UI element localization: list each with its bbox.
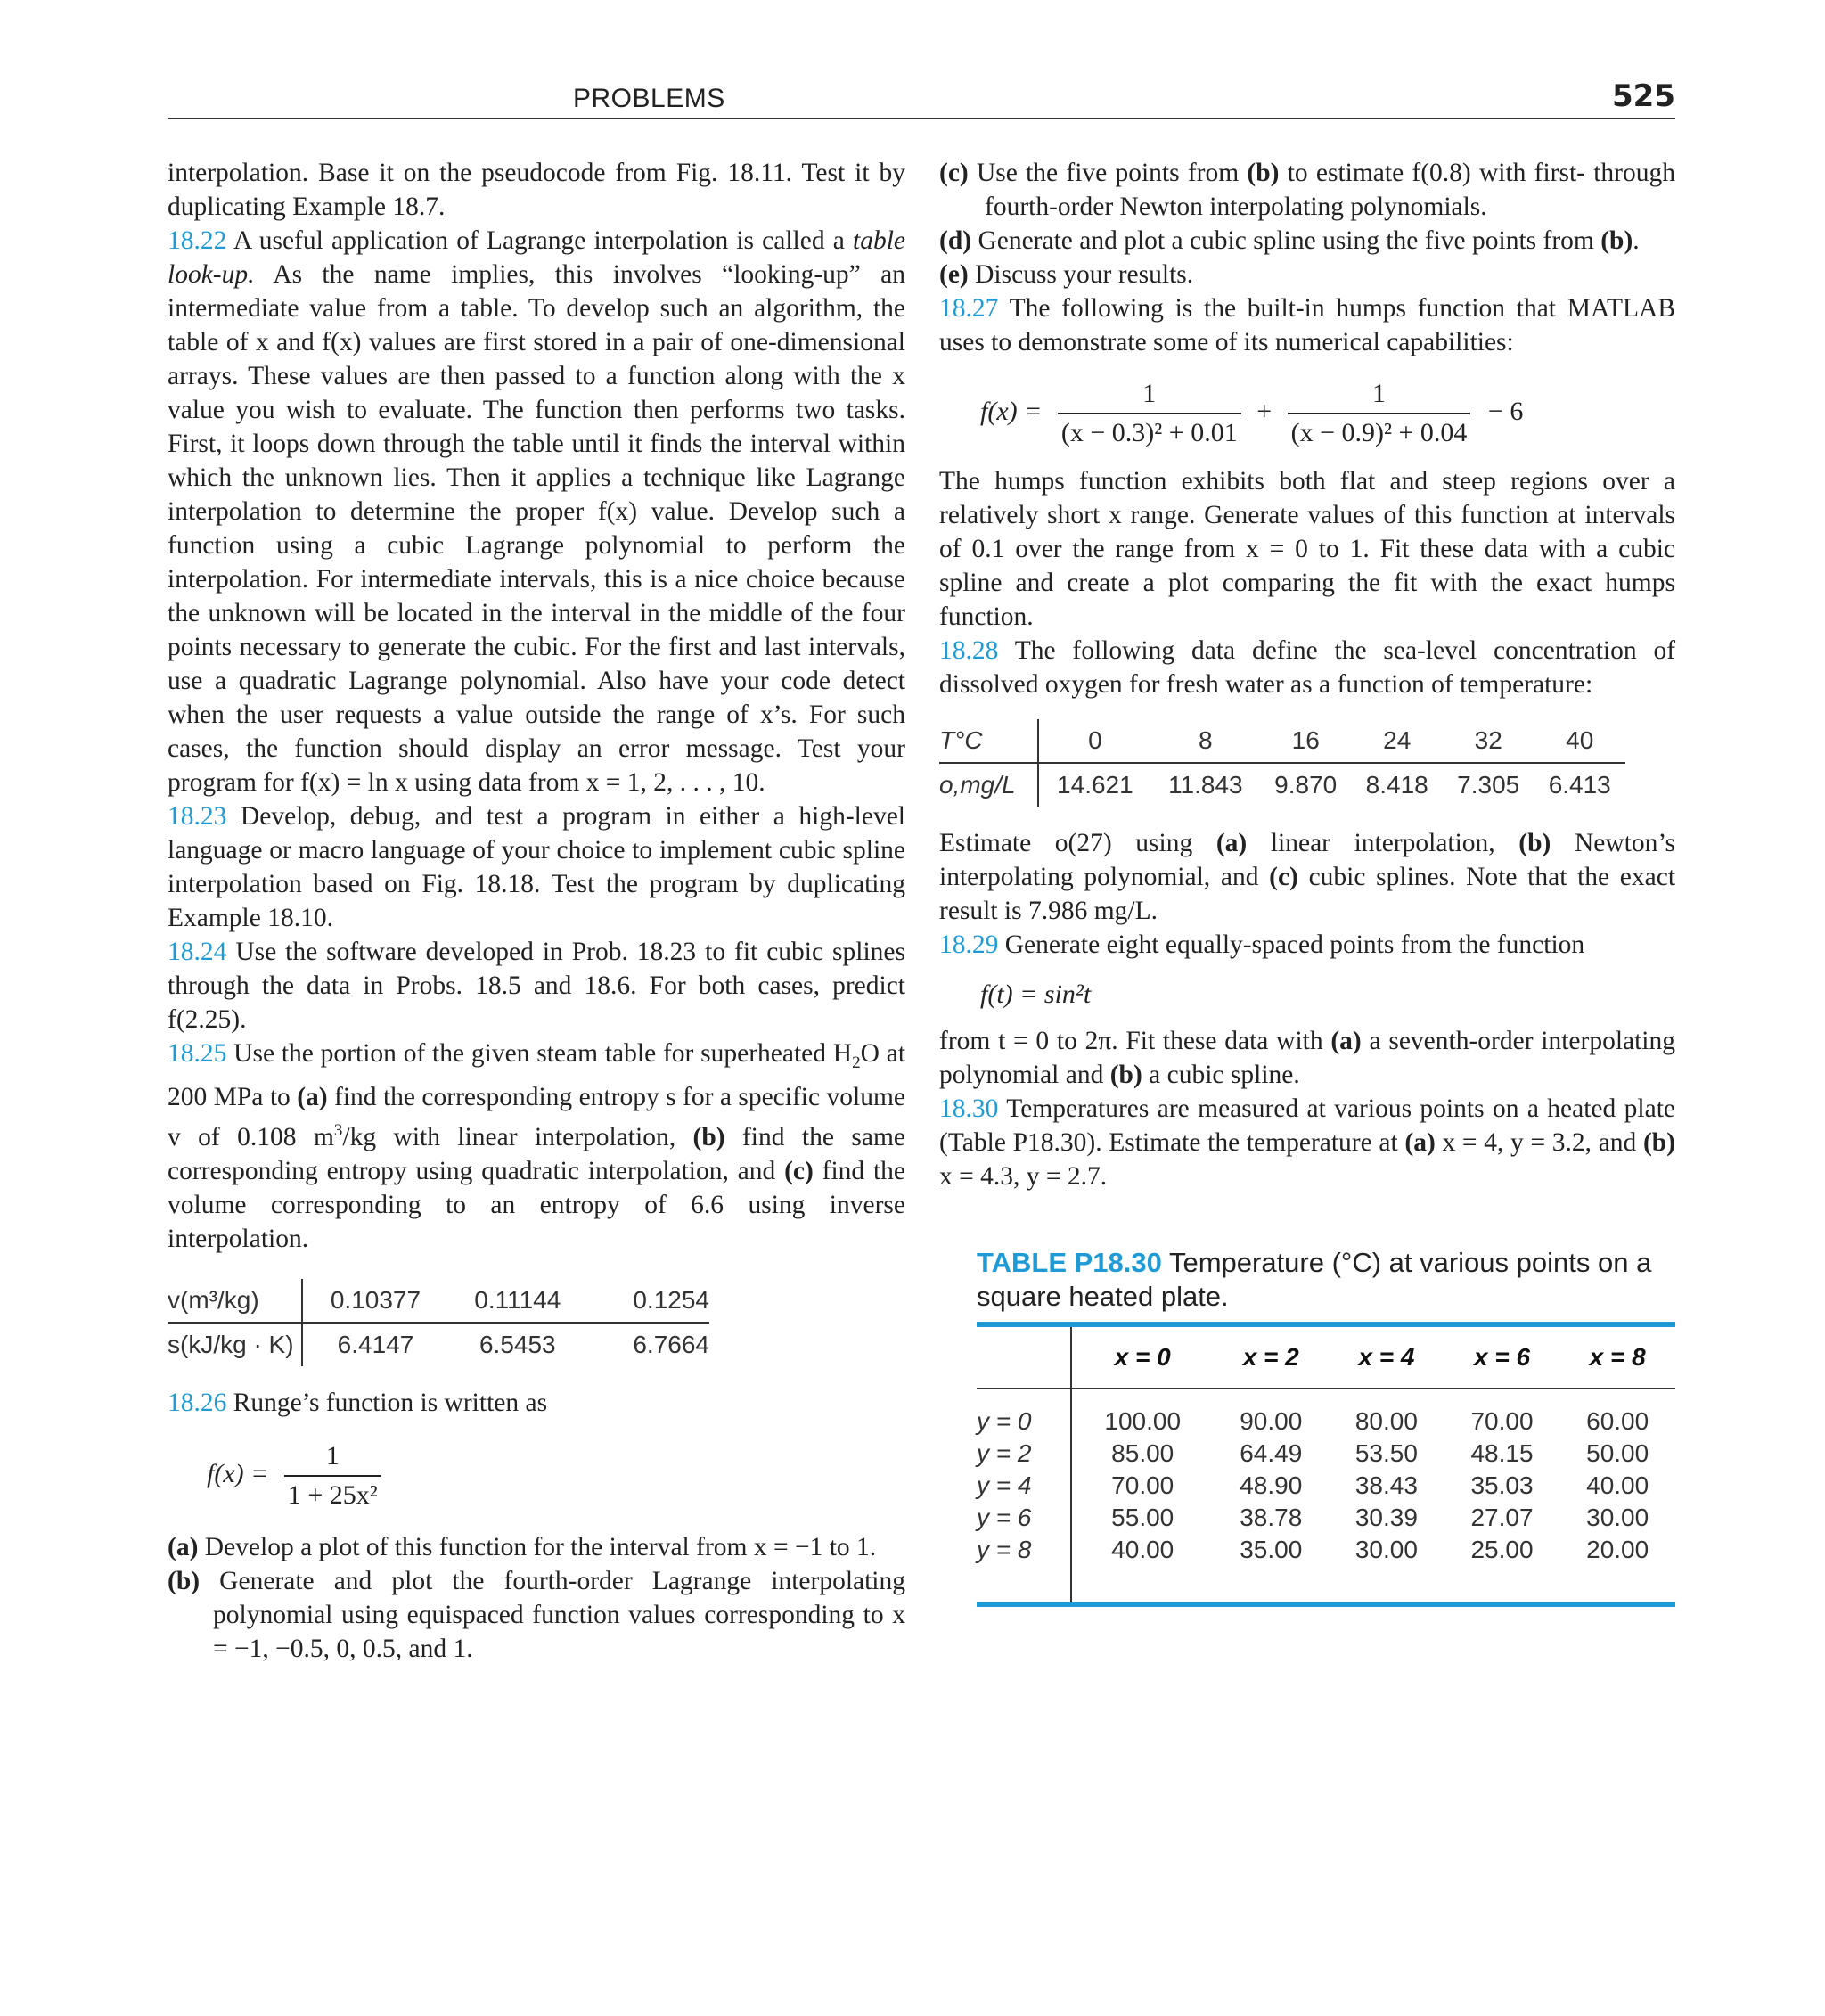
problem-18-30: 18.30 Temperatures are measured at various points on a heated plate (Table P18.30). Estimate the temperature at (a) x = 4, y = 3.2, and (b) x = 4.3, y = 2.7. xyxy=(939,1094,1676,1191)
part-c: (c) Use the five points from (b) to estimate f(0.8) with first- through fourth-order Newton interpolating polynomials. xyxy=(939,159,1676,221)
running-head: PROBLEMS xyxy=(573,84,725,113)
table-row: y = 2 85.00 64.49 53.50 48.15 50.00 xyxy=(977,1438,1675,1470)
table-row: o,mg/L 14.621 11.843 9.870 8.418 7.305 6.413 xyxy=(939,763,1625,807)
fraction: $\frac{1}{\text{(x − 0.9)² + 0.04}}$ xyxy=(1288,379,1471,448)
part-a: (a) Develop a plot of this function for the interval from x = −1 to 1. xyxy=(168,1532,877,1561)
page-number: 525 xyxy=(1612,78,1675,114)
part-e: (e) Discuss your results. xyxy=(939,260,1194,289)
problem-18-28-task: Estimate o(27) using (a) linear interpolation, (b) Newton’s interpolating polynomial, and (c) cubic splines. Note that the exact result is 7.986 mg/L. xyxy=(939,829,1676,925)
problem-number: 18.25 xyxy=(168,1039,227,1068)
problem-18-29: 18.29 Generate eight equally-spaced points from the function xyxy=(939,930,1585,959)
part-d: (d) Generate and plot a cubic spline using the five points from (b). xyxy=(939,226,1640,255)
runge-equation: f(x) = $\frac{1}{\text{1 + 25x²}}$ xyxy=(207,1441,905,1511)
sine-equation: f(t) = sin²t xyxy=(980,979,1092,1009)
problem-number: 18.28 xyxy=(939,636,999,665)
problem-number: 18.30 xyxy=(939,1094,999,1123)
problem-number: 18.24 xyxy=(168,938,227,966)
problem-18-25: 18.25 Use the portion of the given steam table for superheated $H_2O$ at 200 MPa to (a) find the corresponding entropy s for a specific volume v of 0.108 $m^3/kg$ with linear interpolation, (b) find the same corresponding entropy using quadratic interpolation, and (c) find the volume corresponding to an entropy of 6.6 using inverse interpolation. xyxy=(168,1039,906,1253)
table-row: s(kJ/kg · K) 6.4147 6.5453 6.7664 xyxy=(168,1323,709,1366)
problem-18-24: 18.24 Use the software developed in Prob. 18.23 to fit cubic splines through the data in Probs. 18.5 and 18.6. For both cases, predict f(2.25). xyxy=(168,938,905,1034)
problem-18-27: 18.27 The following is the built-in humps function that MATLAB uses to demonstrate some of its numerical capabilities: xyxy=(939,294,1676,356)
heated-plate-table xyxy=(977,1322,1675,1607)
problem-number: 18.26 xyxy=(168,1388,227,1417)
humps-description: The humps function exhibits both flat and steep regions over a relatively short x range. Generate values of this function at intervals of 0.1 over the range from x = 0 to 1. Fit these data with a cubic spline and create a plot comparing the fit with the exact humps function. xyxy=(939,467,1675,631)
table-header-row: x = 0 x = 2 x = 4 x = 6 x = 8 xyxy=(977,1327,1675,1389)
problem-number: 18.29 xyxy=(939,930,999,959)
problem-18-22: 18.22 A useful application of Lagrange interpolation is called a table look-up. As the name implies, this involves “looking-up” an intermediate value from a table. To develop such an algorithm, the table of x and f(x) values are first stored in a pair of one-dimensional arrays. These values are then passed to a function along with the x value you wish to evaluate. The function then performs two tasks. First, it loops down through the table until it finds the interval within which the unknown lies. Then it applies a technique like Lagrange interpolation to determine the proper f(x) value. Develop such a function using a cubic Lagrange polynomial to perform the interpolation. For intermediate intervals, this is a nice choice because the unknown will be located in the interval in the middle of the four points necessary to generate the cubic. For the first and last intervals, use a quadratic Lagrange polynomial. Also have your code detect when the user requests a value outside the range of x’s. For such cases, the function should display an error message. Test your program for f(x) = ln x using data from x = 1, 2, . . . , 10. xyxy=(168,226,906,797)
problem-18-26: 18.26 Runge’s function is written as xyxy=(168,1388,548,1417)
oxygen-table xyxy=(939,719,1625,807)
problem-number: 18.22 xyxy=(168,226,227,255)
problem-number: 18.27 xyxy=(939,294,999,323)
table-caption: TABLE P18.30 Temperature (°C) at various points on a square heated plate. xyxy=(977,1247,1652,1312)
page-header xyxy=(168,77,1675,119)
left-column xyxy=(168,156,905,1666)
part-b: (b) Generate and plot the fourth-order Lagrange interpolating polynomial using equispaced function values corresponding to x = −1, −0.5, 0, 0.5, and 1. xyxy=(168,1566,906,1663)
intro-paragraph: interpolation. Base it on the pseudocode from Fig. 18.11. Test it by duplicating Example 18.7. xyxy=(168,159,905,221)
table-row: y = 6 55.00 38.78 30.39 27.07 30.00 xyxy=(977,1502,1675,1534)
steam-table xyxy=(168,1279,709,1366)
table-row: y = 0 100.00 90.00 80.00 70.00 60.00 xyxy=(977,1405,1675,1438)
table-row: y = 8 40.00 35.00 30.00 25.00 20.00 xyxy=(977,1534,1675,1566)
problem-number: 18.23 xyxy=(168,802,227,831)
table-row: y = 4 70.00 48.90 38.43 35.03 40.00 xyxy=(977,1470,1675,1502)
right-column xyxy=(939,156,1675,1193)
fraction: $\frac{1}{\text{1 + 25x²}}$ xyxy=(284,1441,381,1511)
table-label: TABLE P18.30 xyxy=(977,1247,1162,1278)
problem-18-28: 18.28 The following data define the sea-level concentration of dissolved oxygen for fresh water as a function of temperature: xyxy=(939,636,1676,699)
problem-18-23: 18.23 Develop, debug, and test a program in either a high-level language or macro language of your choice to implement cubic spline interpolation based on Fig. 18.18. Test the program by duplicating Example 18.10. xyxy=(168,802,905,932)
fraction: $\frac{1}{\text{(x − 0.3)² + 0.01}}$ xyxy=(1058,379,1241,448)
humps-equation: f(x) = $\frac{1}{\text{(x − 0.3)² + 0.01}}$ + $\frac{1}{\text{(x − 0.9)² + 0.04}}$ − 6 xyxy=(980,379,1524,447)
table-row: T°C 0 8 16 24 32 40 xyxy=(939,719,1625,763)
problem-18-29-task: from t = 0 to 2π. Fit these data with (a) a seventh-order interpolating polynomial and (b) a cubic spline. xyxy=(939,1027,1676,1089)
table-row: v(m³/kg) 0.10377 0.11144 0.1254 xyxy=(168,1279,709,1323)
